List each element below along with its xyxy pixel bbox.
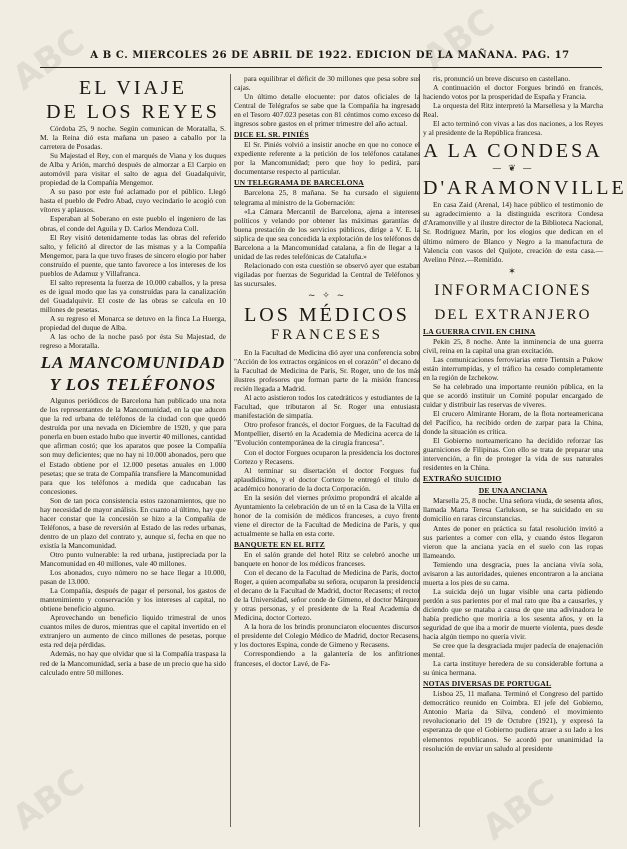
headline-medicos: LOS MÉDICOS — [244, 303, 410, 326]
section-subheading: DE UNA ANCIANA — [478, 486, 548, 496]
paragraph: Algunos periódicos de Barcelona han publicado una nota de los representantes de la Mancomunidad, en la que aducen que la red urbana de teléfonos de la ciudad con que quedó destruída por una nevada en Diciembre de 1920, y que para ponerla en buen estado hubo que invertir 40 millones, cantidad que afirman costó; que los aparatos que posee la Compañía son muy deficientes; que no hay ni 10.000 abonados, pero que el Estado obtiene por el 12.000 pesetas anuales en 1.000 pesetas; que se trata de Compañía transfiere la Mancomunidad para que los teléfonos a medida que caducaban las concesiones. — [40, 396, 226, 496]
paragraph: La carta instituye heredera de su considerable fortuna a su única hermana. — [423, 659, 603, 678]
paragraph: «La Cámara Mercantil de Barcelona, ajena a intereses políticos y velando por obtener las máximas garantías de buena prestación de los servicios públicos, dirige a V. E. la súplica de que sea concedida la explotación de los teléfonos de Barcelona a la Mancomunidad catalana, a fin de llegar a la unidad de las redes telefónicas de Cataluña.» — [234, 206, 420, 261]
headline-aramonville: D'ARAMONVILLE — [423, 177, 627, 200]
paragraph: Otro profesor francés, el doctor Forgues, de la Facultad de Montpellier, disertó en la Academia de Medicina acerca de la "Evolución contemporánea de la cirugía francesa". — [234, 420, 420, 448]
ornament-divider: ✶ — [508, 266, 518, 277]
paragraph: El crucero Almirante Horam, de la flota norteamericana del Pacífico, ha recibido orden de zarpar para la China, donde la situación es crítica. — [423, 409, 603, 437]
headline-extranjero: DEL EXTRANJERO — [434, 306, 592, 323]
section-heading: LA GUERRA CIVIL EN CHINA — [423, 326, 536, 336]
paragraph: El acto terminó con vivas a las dos naciones, a los Reyes y al presidente de la República francesa. — [423, 119, 603, 138]
paragraph: Son de tan poca consistencia estos razonamientos, que no hay necesidad de mayor análisis. En cuanto al último, hay que hacer constar que la concesión se hizo a la Compañía de Teléfonos, a base de reversión al Estado de las redes urbanas, dentro de un plazo del contrato y, aunque sí, fecha en que no existía la Mancomunidad. — [40, 495, 226, 550]
paragraph: Al terminar su disertación el doctor Forgues fué aplaudidísimo, y el doctor Cortezo le entregó el título de académico honorario de la docta Corporación. — [234, 465, 420, 493]
headline-viaje: EL VIAJE — [79, 77, 187, 99]
column-2 — [234, 74, 420, 837]
paragraph: Lisboa 25, 11 mañana. Terminó el Congreso del partido democrático reunido en Coimbra. El jefe del Gobierno, Antonio Maria da Silva, condenó el movimiento revolucionario del 19 de Octubre (1921), y expresó la esperanza de que el Gobierno pudiera atraer a su lado a los elementos republicanos. Se acordó por unanimidad la resolución de enviar un saludo al presidente — [423, 689, 603, 753]
paragraph: Antes de poner en práctica su fatal resolución invitó a sus parientes a comer con ella, y cuando éstos llegaron vieron que la anciana yacía en el suelo con las ropas llameando. — [423, 523, 603, 560]
paragraph: Correspondiendo a la galantería de los anfitriones franceses, el doctor Lavé, de Fa- — [234, 649, 420, 668]
paragraph: para equilibrar el déficit de 30 millones que pesa sobre sus cajas. — [234, 74, 420, 93]
paragraph: Esperaban al Soberano en este pueblo el ingeniero de las obras, el conde del Aguila y D. Carlos Mendoza Coll. — [40, 214, 226, 233]
headline-franceses: FRANCESES — [270, 326, 384, 343]
paragraph: Se ha celebrado una importante reunión pública, en la que se acordó instituir un Comité popular encargado de cuidar y distribuir las reservas de víveres. — [423, 381, 603, 409]
page-header: A B C. MIERCOLES 26 DE ABRIL DE 1922. EDICION DE LA MAÑANA. PAG. 17 — [90, 50, 570, 61]
paragraph: Barcelona 25, 8 mañana. Se ha cursado el siguiente telegrama al ministro de la Gobernación: — [234, 188, 420, 207]
article-mancomunidad — [40, 396, 226, 676]
paragraph: En la sesión del viernes próximo propondrá el alcalde al Ayuntamiento la celebración de un té en la Casa de la Villa en honor de la comisión de médicos franceses, a cuyo frente viene el director de la Facultad de Medicina de París, y que actualmente se halla en esta corte. — [234, 492, 420, 538]
paragraph: Aprovechando un beneficio liquido trimestral de unos cuantos miles de duros, mientras que el capital invertido en el extranjero un aumento de cinco millones de pesetas, porque esta red deja pérdidas. — [40, 613, 226, 650]
paragraph: A su regreso el Monarca se detuvo en la finca La Huerga, propiedad del duque de Alba. — [40, 313, 226, 333]
paragraph: A las ocho de la noche pasó por ésta Su Majestad, de regreso a Moratalla. — [40, 332, 226, 351]
headline-reyes: DE LOS REYES — [46, 101, 220, 123]
paragraph: El Gobierno norteamericano ha decidido reforzar las guarniciones de Filipinas. Con ello se trata de preparar una intervención, a fin de proteger la vida de sus naturales residentes en la China. — [423, 436, 603, 473]
watermark: ABC — [475, 771, 562, 849]
paragraph: La orquesta del Ritz interpretó la Marsellesa y la Marcha Real. — [423, 101, 603, 120]
headline-mancomunidad: LA MANCOMUNIDAD — [40, 353, 226, 373]
paragraph: Además, no hay que olvidar que si la Compañía traspasa la red de la Mancomunidad, sería a base de un precio que ha sido calculado entre 50 millones. — [40, 649, 226, 677]
watermark: ABC — [5, 21, 92, 99]
column-1 — [40, 74, 226, 837]
paragraph: Marsella 25, 8 noche. Una señora viuda, de sesenta años, llamada Marta Teresa Carlukson, se ha suicidado en su domicilio en raras circunstancias. — [423, 496, 603, 524]
watermark: ABC — [5, 761, 92, 839]
paragraph: Se cree que la desgraciada mujer padecía de enajenación mental. — [423, 641, 603, 660]
section-heading: DICE EL SR. PINIÉS — [234, 130, 309, 140]
paragraph: Pekín 25, 8 noche. Ante la inminencia de una guerra civil, reina en la capital una gran excitación. — [423, 336, 603, 355]
headline-condesa: A LA CONDESA — [423, 140, 603, 163]
paragraph: Un último detalle elocuente: por datos oficiales de la Central de Telégrafos se sabe que la Compañía ha ingresado en el Tesoro 407.023 pesetas con 81 céntimos como exceso de ingresos sobre gastos en el primer trimestre del año actual. — [234, 92, 420, 129]
paragraph: Otro punto vulnerable: la red urbana, justipreciada por la Mancomunidad en 40 millones, vale 40 millones. — [40, 549, 226, 569]
paragraph: Relacionado con esta cuestión se observó ayer que estaban vigiladas por fuerzas de Seguridad la Central de Teléfonos y las sucursales. — [234, 260, 420, 288]
section-heading: EXTRAÑO SUICIDIO — [423, 474, 502, 484]
paragraph: ris, pronunció un breve discurso en castellano. — [433, 74, 571, 83]
headline-telefonos: Y LOS TELÉFONOS — [49, 375, 217, 395]
ornament-divider: ~ ✧ ~ — [307, 290, 347, 301]
section-heading: BANQUETE EN EL RITZ — [234, 539, 325, 549]
paragraph: Con el doctor Forgues ocuparon la presidencia los doctores Cortezo y Recasens. — [234, 447, 420, 466]
paragraph: Con el decano de la Facultad de Medicina de París, doctor Roger, a quien acompañaba su señora, ocuparon la presidencia el decano de la Facultad de Madrid, doctor Recasens; el rector de la Universidad, señor conde de Gimeno, el doctor Márquez y otras personas, y el presidente de la Real Academia de Medicina, doctor Cortezo. — [234, 568, 420, 623]
paragraph: El Rey visitó detenidamente todas las obras del referido salto, y felicitó al director de las mismas y a la Compañía Mengemor, para la que tuvo frases de sincero elogio por haber construído el puente, que tanto favorece a los intereses de los pueblos de Adamuz y Villafranca. — [40, 232, 226, 278]
paragraph: La suicida dejó un lugar visible una carta pidiendo perdón a sus parientes por el mal rato que iba a causarles, y diciendo que se mataba a causa de que una adivinadora le había predicho que moriría a los sesenta años, y en la seguridad de que iba a morir de muerte violenta, pues desde hacía algún tiempo no quería vivir. — [423, 586, 603, 642]
paragraph: Los abonados, cuyo número no se hace llegar a 10.000, pasan de 13.000. — [40, 568, 226, 587]
watermark: ABC — [415, 1, 502, 79]
section-heading: NOTAS DIVERSAS DE PORTUGAL — [423, 679, 552, 689]
column-3 — [423, 74, 627, 837]
paragraph: En el salón grande del hotel Ritz se celebró anoche un banquete en honor de los médicos franceses. — [234, 549, 420, 569]
paragraph: Temiendo una desgracia, pues la anciana vivía sola, avisaron a las autoridades, quienes encontraron a la anciana muerta a los pies de su cama. — [423, 559, 603, 587]
paragraph: En la Facultad de Medicina dió ayer una conferencia sobre "Acción de los extractos orgánicos en el corazón" el decano de la Facultad de Medicina de París, Sr. Roger, uno de los más ilustres profesores que forman parte de la misión francesa recién llegada a Madrid. — [234, 347, 420, 394]
paragraph: Las comunicaciones ferroviarias entre Tientsin a Pukow están interrumpidas, y el tráfico ha cesado completamente en la región de Izchekow. — [423, 354, 603, 382]
paragraph: Córdoba 25, 9 noche. Según comunican de Moratalla, S. M. la Reina dió esta mañana un paseo a caballo por la carretera de Posadas. — [40, 124, 226, 152]
header-rule — [40, 67, 602, 68]
column-divider — [230, 74, 231, 827]
paragraph: La Compañía, después de pagar el personal, los gastos de mantenimiento y conservación y los intereses al capital, no obtiene beneficio alguno. — [40, 586, 226, 614]
headline-informaciones: INFORMACIONES — [434, 281, 592, 299]
paragraph: El Sr. Piniés volvió a insistir anoche en que no conoce el expediente referente a la petición de los teléfonos catalanes por la Mancomunidad; pero que hoy lo pedirá, para documentarse respecto al particular. — [234, 140, 420, 177]
paragraph: En casa Zaid (Arenal, 14) hace público el testimonio de su agradecimiento a la distinguida escritora Condesa d'Aramonville y al ilustre director de la Biblioteca Nacional, Sr. Rodríguez Marín, por los elogios que dedican en el último número de Blanco y Negro a la manufactura de Valencia con vasos del Quijote, creación de esta casa.—Avelino Pérez.—Remitido. — [423, 200, 603, 264]
paragraph: A la hora de los brindis pronunciaron elocuentes discursos el presidente del Colegio Médico de Madrid, doctor Recasens, y los doctores Espina, conde de Gimeno y Recasens. — [234, 622, 420, 650]
paragraph: Al acto asistieron todos los catedráticos y estudiantes de la Facultad, que tributaron al Sr. Roger una entusiasta manifestación de simpatía. — [234, 393, 420, 421]
paragraph: A su paso por este fué aclamado por el público. Llegó hasta el pueblo de Pedro Abad, cuyo vecindario le acogió con vítores y aplausos. — [40, 187, 226, 215]
section-heading: UN TELEGRAMA DE BARCELONA — [234, 178, 364, 188]
paragraph: El salto representa la fuerza de 10.000 caballos, y la presa es de igual modo que las ya construídas para la canalización del Guadalquivir. El coste de las obras se calcula en 10 millones de pesetas. — [40, 277, 226, 314]
paragraph: Su Majestad el Rey, con el marqués de Viana y los duques de Alba y Arión, marchó después de almorzar a El Carpio en automóvil para visitar el salto de agua del Guadalquivir, propiedad de la Compañía Mengemor. — [40, 151, 226, 188]
paragraph: A continuación el doctor Forgues brindó en francés, haciendo votos por la prosperidad de España y Francia. — [423, 83, 603, 102]
article-viaje — [40, 124, 226, 350]
ornament-divider: — ❦ — — [492, 164, 534, 175]
